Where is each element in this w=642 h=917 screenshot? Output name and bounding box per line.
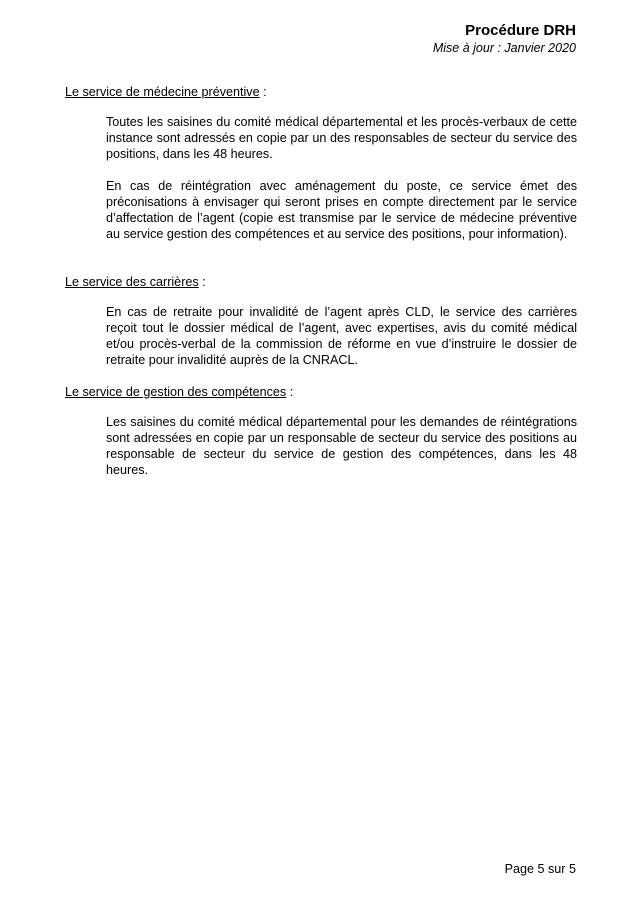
paragraph: Les saisines du comité médical départemental pour les demandes de réintégrations sont adressées en copie par un responsable de secteur du service des positions au responsable de secteur du service de gestion des compétences, dans les 48 heures. (106, 415, 577, 477)
section-heading-text: Le service de médecine préventive (65, 85, 260, 99)
page-header (433, 22, 576, 56)
section-heading-gestion-competences (65, 384, 577, 400)
section-heading-colon: : (286, 385, 294, 399)
page-number: Page 5 sur 5 (504, 862, 576, 876)
paragraph: En cas de réintégration avec aménagement du poste, ce service émet des préconisations à envisager qui seront prises en compte directement par le service d’affectation de l’agent (copie est transmise par le service de médecine préventive au service gestion des compétences et au service des positions, pour information). (106, 179, 577, 241)
section-heading-text: Le service des carrières (65, 275, 199, 289)
document-body (65, 84, 577, 478)
section-heading-colon: : (198, 275, 206, 289)
section-heading-text: Le service de gestion des compétences (65, 385, 287, 399)
document-title: Procédure DRH (465, 22, 576, 39)
update-date: Mise à jour : Janvier 2020 (432, 41, 576, 55)
section-heading-carrieres (65, 274, 577, 290)
paragraph: En cas de retraite pour invalidité de l’agent après CLD, le service des carrières reçoit tout le dossier médical de l’agent, avec expertises, avis du comité médical et/ou procès-verbal de la commission de réforme en vue d’instruire le dossier de retraite pour invalidité auprès de la CNRACL. (106, 305, 577, 367)
section-heading-medecine-preventive (65, 84, 577, 100)
section-heading-colon: : (259, 85, 267, 99)
paragraph: Toutes les saisines du comité médical départemental et les procès-verbaux de cette instance sont adressés en copie par un des responsables de secteur du service des positions, dans les 48 heures. (106, 115, 577, 161)
